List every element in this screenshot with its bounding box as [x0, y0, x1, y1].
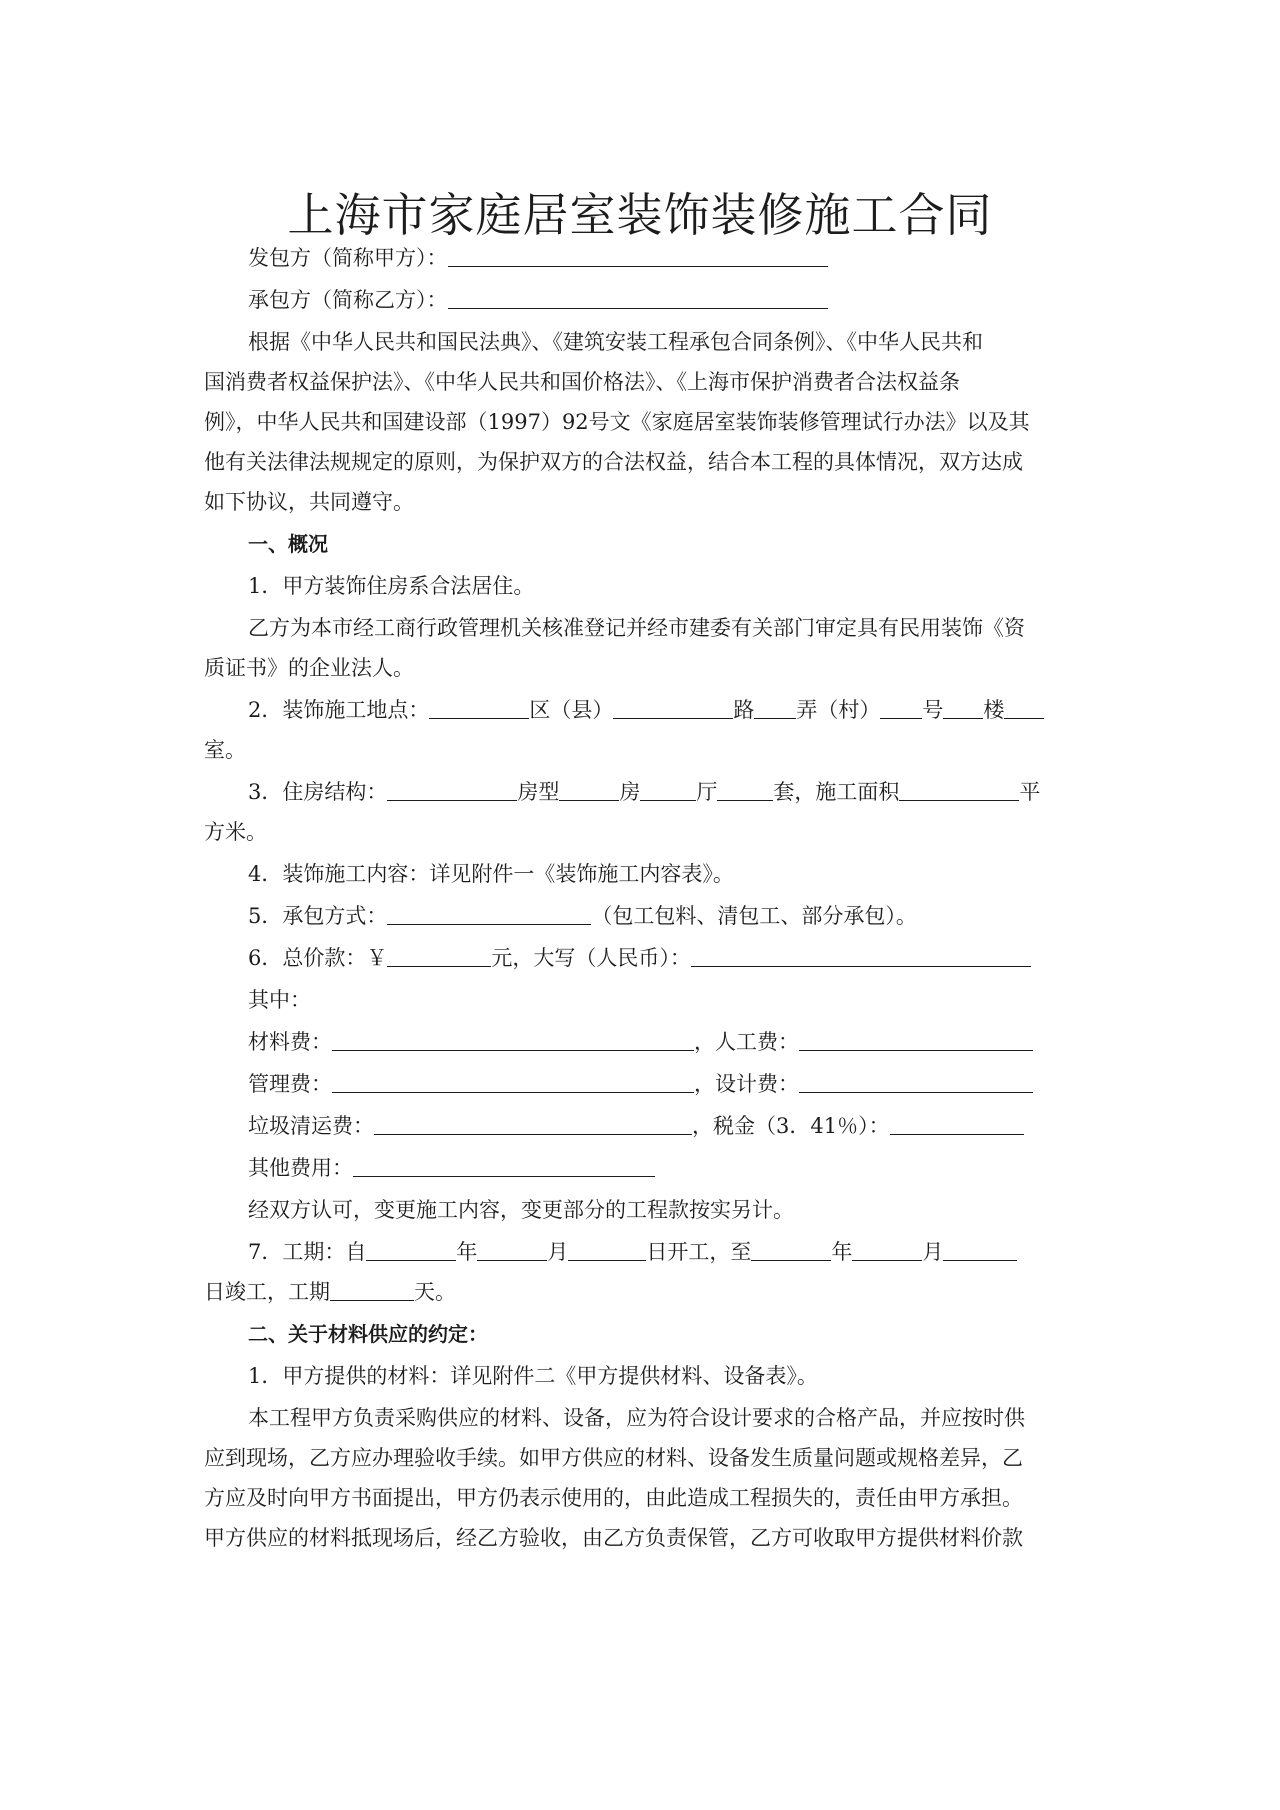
month-label: 月: [922, 1240, 944, 1264]
halls-blank[interactable]: [640, 778, 696, 801]
year-label: 年: [456, 1240, 478, 1264]
fee-line-other: [248, 1154, 655, 1182]
including-label: 其中：: [248, 988, 311, 1012]
rooms-label: 房: [619, 780, 641, 804]
end-day-blank[interactable]: [943, 1238, 1017, 1261]
contract-mode-label: 5．承包方式：: [248, 904, 388, 928]
material-fee-label: 材料费：: [248, 1030, 332, 1054]
material-fee-blank[interactable]: [332, 1028, 694, 1051]
clause-1-2-location: [248, 696, 1044, 724]
clause-text-line: 方应及时向甲方书面提出，甲方仍表示使用的，由此造成工程损失的，责任由甲方承担。: [204, 1486, 1023, 1510]
clause-1-4: 4．装饰施工内容：详见附件一《装饰施工内容表》。: [248, 862, 734, 886]
total-price-words-blank[interactable]: [691, 944, 1031, 967]
preamble-line: 他有关法律法规规定的原则，为保护双方的合法权益，结合本工程的具体情况，双方达成: [204, 450, 1023, 474]
district-label: 区（县）: [529, 698, 614, 722]
contract-mode-options: （包工包料、清包工、部分承包）。: [591, 904, 917, 928]
clause-1-5-contract-mode: [248, 902, 917, 930]
clause-text-line: 本工程甲方负责采购供应的材料、设备，应为符合设计要求的合格产品，并应按时供: [248, 1406, 1025, 1430]
area-label: 套，施工面积: [773, 780, 900, 804]
district-blank[interactable]: [429, 696, 529, 719]
lane-label: 弄（村）: [796, 698, 881, 722]
rooms-blank[interactable]: [559, 778, 619, 801]
month-label: 月: [547, 1240, 569, 1264]
fee-line-management-design: [248, 1070, 1033, 1098]
area-unit-label: 方米。: [204, 820, 267, 844]
total-price-label: 6．总价款：￥: [248, 946, 388, 970]
preamble-line: 如下协议，共同遵守。: [204, 490, 414, 514]
duration-line-2: [204, 1278, 456, 1306]
party-b-label: 承包方（简称乙方）：: [248, 288, 448, 312]
preamble-line: 例》，中华人民共和国建设部（1997）92号文《家庭居室装饰装修管理试行办法》以及其: [204, 410, 1030, 434]
clause-1-3-structure: [248, 778, 1040, 806]
garbage-fee-blank[interactable]: [374, 1112, 692, 1135]
garbage-fee-label: 垃圾清运费：: [248, 1114, 374, 1138]
party-b-line: [248, 286, 828, 314]
design-fee-blank[interactable]: [799, 1070, 1033, 1093]
fee-line-material-labor: [248, 1028, 1033, 1056]
start-month-blank[interactable]: [477, 1238, 547, 1261]
labor-fee-label: ，人工费：: [694, 1030, 799, 1054]
room-blank[interactable]: [1004, 696, 1044, 719]
clause-text-line: 应到现场，乙方应办理验收手续。如甲方供应的材料、设备发生质量问题或规格差异，乙: [204, 1446, 1023, 1470]
change-note: 经双方认可，变更施工内容，变更部分的工程款按实另计。: [248, 1198, 794, 1222]
road-label: 路: [733, 698, 755, 722]
preamble-line: 根据《中华人民共和国民法典》、《建筑安装工程承包合同条例》、《中华人民共和: [248, 330, 983, 354]
preamble-line: 国消费者权益保护法》、《中华人民共和国价格法》、《上海市保护消费者合法权益条: [204, 370, 960, 394]
party-b-blank[interactable]: [448, 286, 828, 309]
end-month-blank[interactable]: [852, 1238, 922, 1261]
room-label: 室。: [204, 738, 246, 762]
end-year-blank[interactable]: [751, 1238, 831, 1261]
structure-blank[interactable]: [387, 778, 517, 801]
number-label: 号: [922, 698, 944, 722]
days-label: 天。: [414, 1280, 456, 1304]
clause-1-6-total-price: [248, 944, 1031, 972]
clause-2-1: 1．甲方提供的材料：详见附件二《甲方提供材料、设备表》。: [248, 1364, 818, 1388]
clause-1-1: 1．甲方装饰住房系合法居住。: [248, 574, 535, 598]
management-fee-label: 管理费：: [248, 1072, 332, 1096]
party-a-blank[interactable]: [448, 244, 828, 267]
party-a-label: 发包方（简称甲方）：: [248, 246, 448, 270]
floor-blank[interactable]: [943, 696, 983, 719]
design-fee-label: ，设计费：: [694, 1072, 799, 1096]
structure-label: 3．住房结构：: [248, 780, 388, 804]
tax-label: ，税金（3．41％）：: [692, 1114, 890, 1138]
party-a-line: [248, 244, 828, 272]
total-price-words-label: 元，大写（人民币）：: [491, 946, 691, 970]
management-fee-blank[interactable]: [332, 1070, 694, 1093]
end-day-label: 日竣工，工期: [204, 1280, 330, 1304]
lane-blank[interactable]: [754, 696, 796, 719]
location-label: 2．装饰施工地点：: [248, 698, 430, 722]
clause-text-line: 乙方为本市经工商行政管理机关核准登记并经市建委有关部门审定具有民用装饰《资: [248, 616, 1025, 640]
section1-heading: 一、概况: [248, 532, 328, 556]
document-title: 上海市家庭居室装饰装修施工合同: [287, 188, 993, 242]
area-unit-label: 平: [1019, 780, 1041, 804]
other-fee-label: 其他费用：: [248, 1156, 353, 1180]
duration-label: 7．工期：自: [248, 1240, 367, 1264]
total-price-blank[interactable]: [387, 944, 491, 967]
sets-blank[interactable]: [717, 778, 773, 801]
area-blank[interactable]: [899, 778, 1019, 801]
house-type-label: 房型: [517, 780, 560, 804]
section2-heading: 二、关于材料供应的约定：: [248, 1322, 488, 1346]
halls-label: 厅: [696, 780, 718, 804]
start-day-blank[interactable]: [568, 1238, 646, 1261]
clause-text-line: 质证书》的企业法人。: [204, 656, 414, 680]
year-label: 年: [831, 1240, 853, 1264]
clause-text-line: 甲方供应的材料抵现场后，经乙方验收，由乙方负责保管，乙方可收取甲方提供材料价款: [204, 1526, 1023, 1550]
number-blank[interactable]: [880, 696, 922, 719]
labor-fee-blank[interactable]: [799, 1028, 1033, 1051]
clause-1-7-duration: [248, 1238, 1017, 1266]
fee-line-garbage-tax: [248, 1112, 1024, 1140]
other-fee-blank[interactable]: [353, 1154, 655, 1177]
start-year-blank[interactable]: [366, 1238, 456, 1261]
contract-mode-blank[interactable]: [387, 902, 591, 925]
duration-days-blank[interactable]: [330, 1278, 414, 1301]
start-day-label: 日开工，至: [646, 1240, 752, 1264]
road-blank[interactable]: [613, 696, 733, 719]
floor-label: 楼: [983, 698, 1005, 722]
tax-blank[interactable]: [890, 1112, 1024, 1135]
